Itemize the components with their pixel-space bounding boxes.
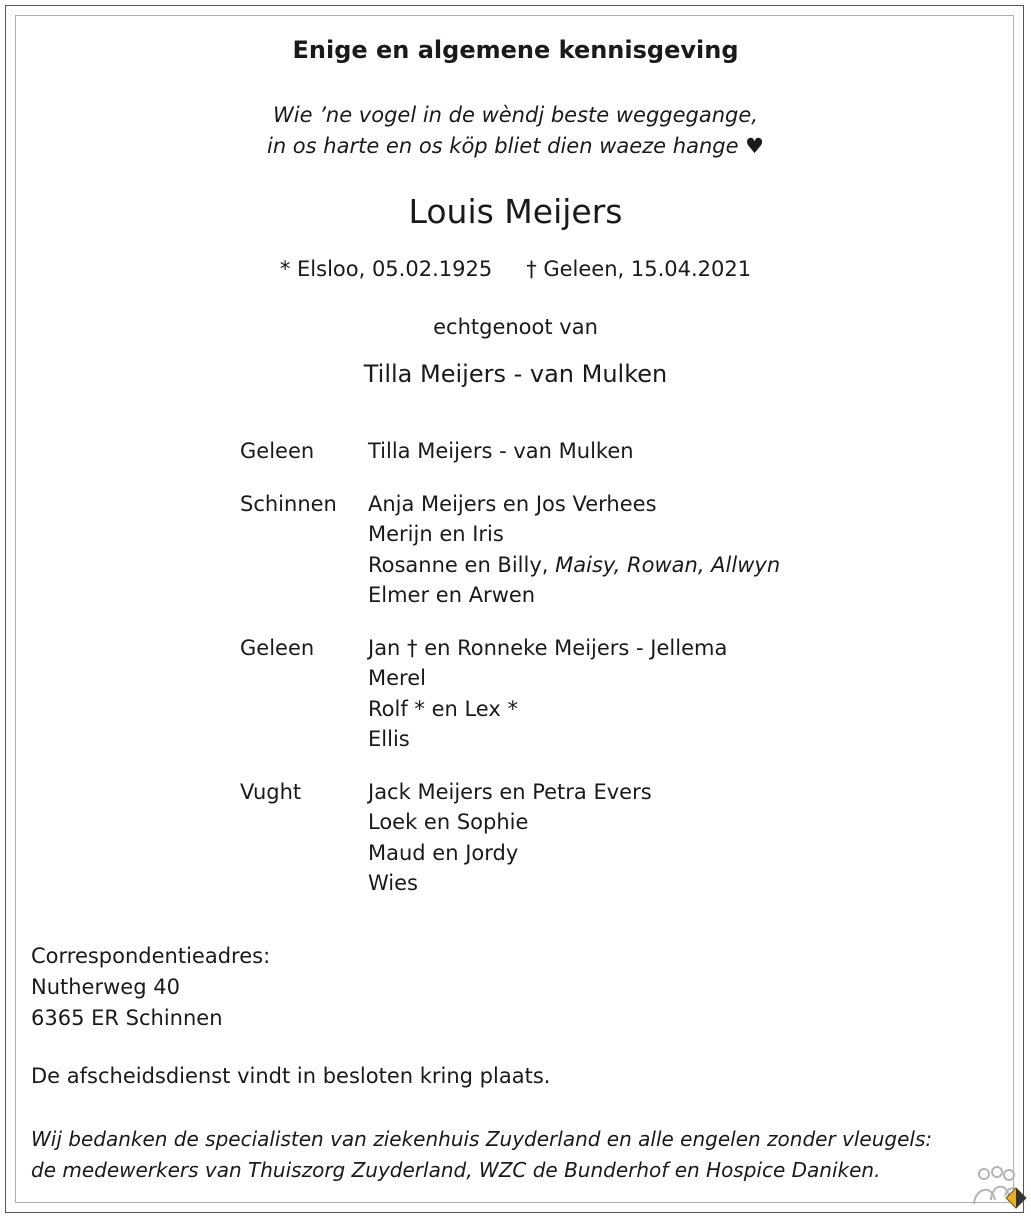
family-member: [368, 838, 652, 869]
poem-line: in os harte en os köp bliet dien waeze hange ♥: [266, 134, 765, 158]
thanks-text: [31, 1124, 932, 1186]
family-list: [240, 436, 780, 921]
service-notice: De afscheidsdienst vindt in besloten kring plaats.: [31, 1064, 551, 1088]
family-member: [368, 663, 727, 694]
death-date: † Geleen, 15.04.2021: [526, 257, 752, 281]
people-logo-icon: [970, 1164, 1030, 1210]
address-city: 6365 ER Schinnen: [31, 1006, 223, 1030]
address-street: Nutherweg 40: [31, 975, 180, 999]
address-label: Correspondentieadres:: [31, 944, 271, 968]
member-name: Merel: [368, 666, 426, 690]
life-dates: [0, 257, 1031, 281]
family-members: [368, 436, 634, 467]
family-member: [368, 868, 652, 899]
member-children: Maisy, Rowan, Allwyn: [555, 552, 781, 577]
member-name: Jack Meijers en Petra Evers: [368, 779, 652, 804]
family-group: [240, 633, 780, 755]
family-members: [368, 633, 727, 755]
family-place: Geleen: [240, 439, 315, 463]
member-name: Loek en Sophie: [368, 810, 529, 834]
member-name: Rolf * en Lex *: [368, 696, 518, 721]
announcement-heading: Enige en algemene kennisgeving: [292, 36, 739, 64]
deceased-name: Louis Meijers: [408, 192, 623, 231]
family-place: Vught: [240, 779, 302, 804]
member-name: Rosanne en Billy,: [368, 552, 556, 577]
family-member: [368, 580, 780, 611]
family-member: [368, 724, 727, 755]
family-group: [240, 436, 780, 467]
family-place: Schinnen: [240, 491, 337, 516]
spouse-intro: echtgenoot van: [433, 315, 598, 339]
poem-line: Wie ’ne vogel in de wèndj beste weggegange,: [273, 103, 758, 127]
birth-date: * Elsloo, 05.02.1925: [279, 257, 493, 281]
family-member: [368, 807, 652, 838]
family-member: [368, 550, 780, 581]
thanks-line: Wij bedanken de specialisten van ziekenhuis Zuyderland en alle engelen zonder vleugels:: [31, 1127, 933, 1151]
member-name: Ellis: [368, 727, 410, 751]
member-name: Anja Meijers en Jos Verhees: [368, 491, 657, 516]
member-name: Jan † en Ronneke Meijers - Jellema: [368, 635, 728, 660]
spouse-name: Tilla Meijers - van Mulken: [363, 360, 668, 388]
poem: [0, 100, 1031, 162]
family-members: [368, 777, 652, 899]
thanks-line: de medewerkers van Thuiszorg Zuyderland, WZC de Bunderhof en Hospice Daniken.: [31, 1158, 881, 1182]
member-name: Elmer en Arwen: [368, 583, 536, 607]
family-member: [368, 694, 727, 725]
family-member: [368, 519, 780, 550]
member-name: Tilla Meijers - van Mulken: [368, 439, 634, 463]
family-place: Geleen: [240, 635, 315, 660]
family-member: [368, 633, 727, 664]
member-name: Merijn en Iris: [368, 522, 504, 546]
family-member: [368, 489, 780, 520]
family-group: [240, 777, 780, 899]
member-name: Maud en Jordy: [368, 840, 519, 865]
family-member: [368, 777, 652, 808]
correspondence-address: [31, 941, 270, 1034]
member-name: Wies: [368, 871, 418, 895]
family-member: [368, 436, 634, 467]
family-group: [240, 489, 780, 611]
family-members: [368, 489, 780, 611]
